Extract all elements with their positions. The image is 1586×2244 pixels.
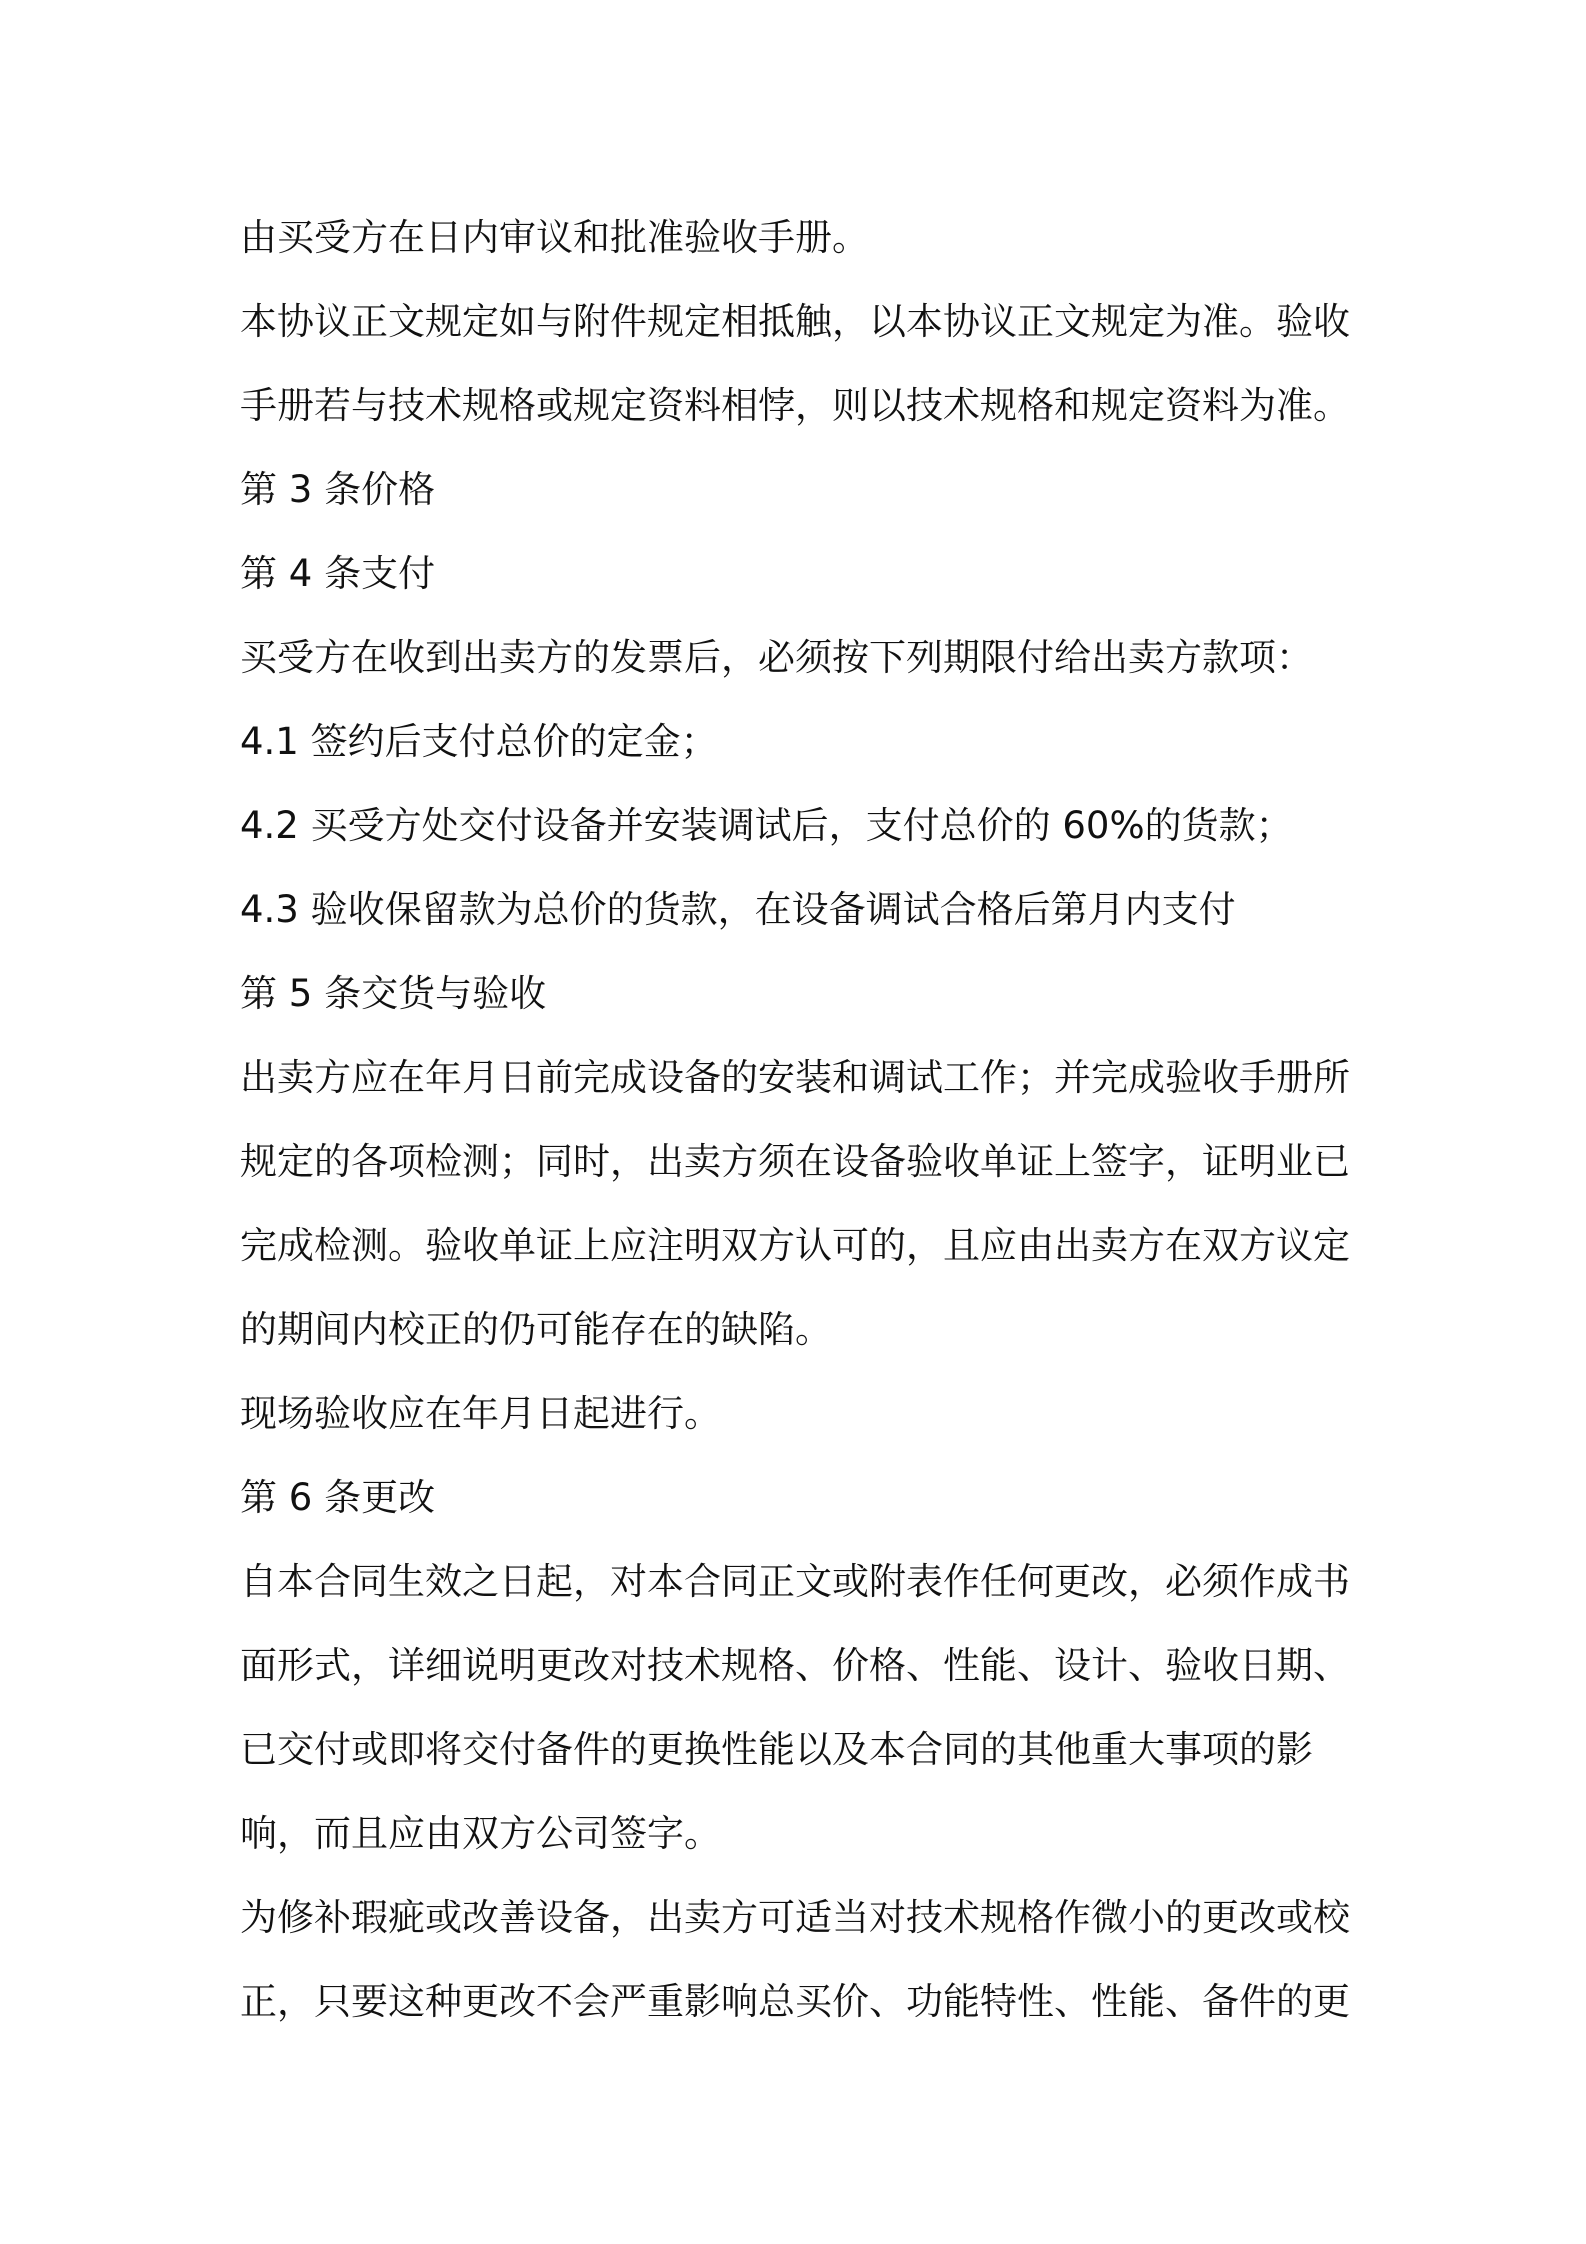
text-line-14: 的期间内校正的仍可能存在的缺陷。 [240, 1308, 832, 1351]
text-line-18: 面形式，详细说明更改对技术规格、价格、性能、设计、验收日期、 [240, 1644, 1350, 1687]
section-heading-3: 第 3 条价格 [240, 468, 436, 511]
text-line-22: 正，只要这种更改不会严重影响总买价、功能特性、性能、备件的更 [240, 1980, 1350, 2023]
text-line-17: 自本合同生效之日起，对本合同正文或附表作任何更改，必须作成书 [240, 1560, 1350, 1603]
clause-4-1: 4.1 签约后支付总价的定金； [240, 720, 718, 763]
text-line-1: 由买受方在日内审议和批准验收手册。 [240, 216, 869, 259]
text-line-13: 完成检测。验收单证上应注明双方认可的，且应由出卖方在双方议定 [240, 1224, 1350, 1267]
text-line-2: 本协议正文规定如与附件规定相抵触，以本协议正文规定为准。验收 [240, 300, 1350, 343]
text-line-19: 已交付或即将交付备件的更换性能以及本合同的其他重大事项的影 [240, 1728, 1313, 1771]
text-line-11: 出卖方应在年月日前完成设备的安装和调试工作；并完成验收手册所 [240, 1056, 1350, 1099]
section-heading-6: 第 6 条更改 [240, 1476, 436, 1519]
section-heading-4: 第 4 条支付 [240, 552, 436, 595]
text-line-21: 为修补瑕疵或改善设备，出卖方可适当对技术规格作微小的更改或校 [240, 1896, 1350, 1939]
text-line-20: 响，而且应由双方公司签字。 [240, 1812, 721, 1855]
section-heading-5: 第 5 条交货与验收 [240, 972, 547, 1015]
clause-4-3: 4.3 验收保留款为总价的货款，在设备调试合格后第月内支付 [240, 888, 1236, 931]
clause-4-2: 4.2 买受方处交付设备并安装调试后，支付总价的 60%的货款； [240, 804, 1293, 847]
text-line-3: 手册若与技术规格或规定资料相悖，则以技术规格和规定资料为准。 [240, 384, 1350, 427]
text-line-6: 买受方在收到出卖方的发票后，必须按下列期限付给出卖方款项： [240, 636, 1313, 679]
document-body [240, 196, 1360, 2044]
text-line-15: 现场验收应在年月日起进行。 [240, 1392, 721, 1435]
text-line-12: 规定的各项检测；同时，出卖方须在设备验收单证上签字，证明业已 [240, 1140, 1350, 1183]
